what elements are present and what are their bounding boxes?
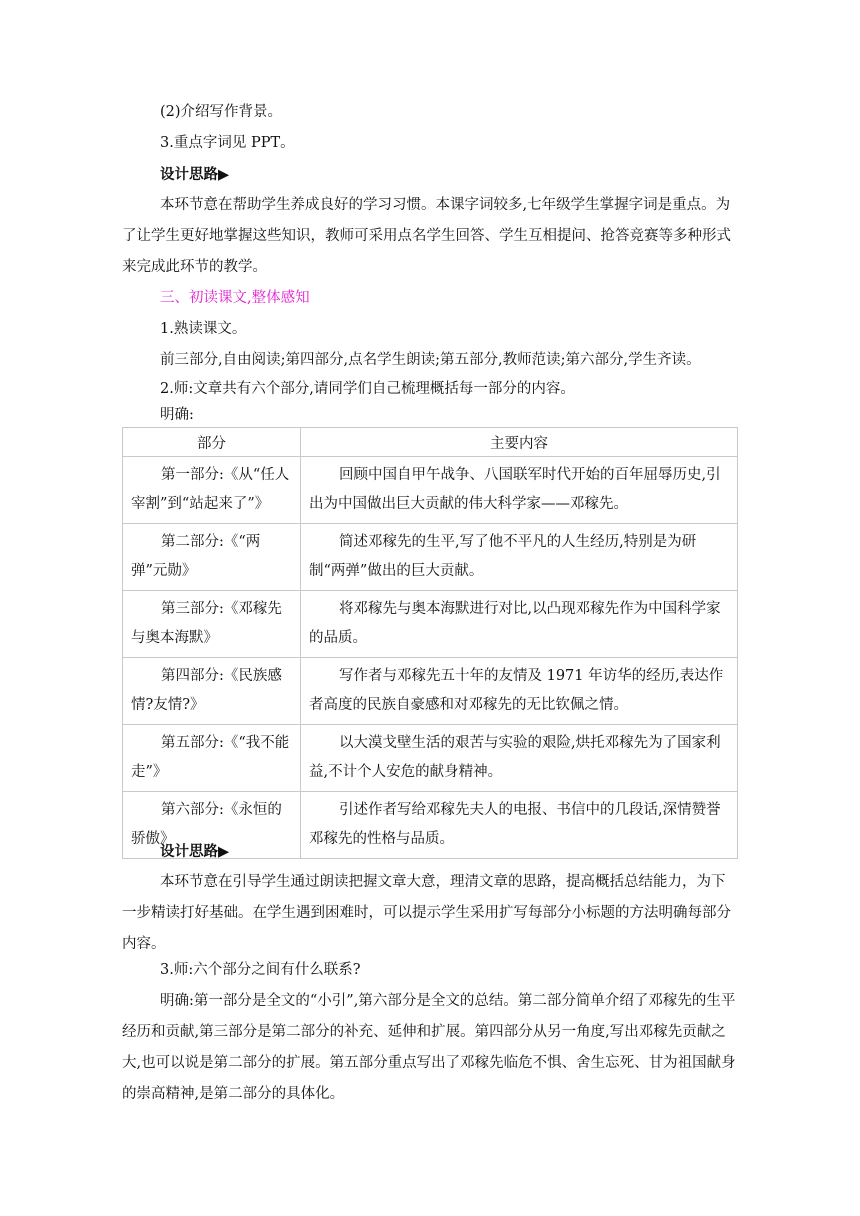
key-words-line: 3.重点字词见 PPT。 bbox=[160, 135, 295, 151]
table-row bbox=[123, 725, 738, 792]
parts-summary-table bbox=[122, 427, 738, 859]
content-cell: 简述邓稼先的生平,写了他不平凡的人生经历,特别是为研制“两弹”做出的巨大贡献。 bbox=[301, 524, 738, 591]
part-cell: 第四部分:《民族感情?友情?》 bbox=[123, 658, 301, 725]
design-idea-heading: 设计思路▶ bbox=[160, 166, 230, 183]
item-2: 2.师:文章共有六个部分,请同学们自己梳理概括每一部分的内容。 bbox=[160, 381, 575, 397]
content-cell: 将邓稼先与奥本海默进行对比,以凸现邓稼先作为中国科学家的品质。 bbox=[301, 591, 738, 658]
content-cell: 引述作者写给邓稼先夫人的电报、书信中的几段话,深情赞誉邓稼先的性格与品质。 bbox=[301, 792, 738, 859]
table-row bbox=[123, 457, 738, 524]
design-idea-paragraph: 本环节意在帮助学生养成良好的学习习惯。本课字词较多,七年级学生掌握字词是重点。为了让学生更好地掌握这些知识，教师可采用点名学生回答、学生互相提问、抢答竞赛等多种形式来完成此环节的教学。 bbox=[122, 197, 731, 275]
header-content: 主要内容 bbox=[301, 428, 738, 457]
table-row bbox=[123, 591, 738, 658]
item-3: 3.师:六个部分之间有什么联系? bbox=[160, 962, 361, 978]
design-idea-paragraph-2: 本环节意在引导学生通过朗读把握文章大意，理清文章的思路，提高概括总结能力，为下一步精读打好基础。在学生遇到困难时，可以提示学生采用扩写每部分小标题的方法明确每部分内容。 bbox=[122, 874, 731, 952]
table-header-row bbox=[123, 428, 738, 457]
content-cell: 以大漠戈壁生活的艰苦与实验的艰险,烘托邓稼先为了国家利益,不计个人安危的献身精神。 bbox=[301, 725, 738, 792]
part-cell: 第二部分:《“两弹”元勋》 bbox=[123, 524, 301, 591]
table-row bbox=[123, 524, 738, 591]
item-1-detail: 前三部分,自由阅读;第四部分,点名学生朗读;第五部分,教师范读;第六部分,学生齐读。 bbox=[160, 352, 701, 368]
content-cell: 回顾中国自甲午战争、八国联军时代开始的百年屈辱历史,引出为中国做出巨大贡献的伟大科学家——邓稼先。 bbox=[301, 457, 738, 524]
part-cell: 第三部分:《邓稼先与奥本海默》 bbox=[123, 591, 301, 658]
item-1: 1.熟读课文。 bbox=[160, 321, 247, 337]
part-cell: 第五部分:《“我不能走”》 bbox=[123, 725, 301, 792]
part-cell: 第六部分:《永恒的骄傲》 bbox=[123, 792, 301, 859]
content-cell: 写作者与邓稼先五十年的友情及 1971 年访华的经历,表达作者高度的民族自豪感和对邓稼先的无比钦佩之情。 bbox=[301, 658, 738, 725]
clarify-label: 明确: bbox=[160, 407, 194, 423]
table-row bbox=[123, 658, 738, 725]
header-part: 部分 bbox=[123, 428, 301, 457]
section-heading: 三、初读课文,整体感知 bbox=[160, 290, 310, 306]
part-cell: 第一部分:《从“任人宰割”到“站起来了”》 bbox=[123, 457, 301, 524]
clarify-paragraph: 明确:第一部分是全文的“小引”,第六部分是全文的总结。第二部分简单介绍了邓稼先的生平经历和贡献,第三部分是第二部分的补充、延伸和扩展。第四部分从另一角度,写出邓稼先贡献之大,也可以说是第二部分的扩展。第五部分重点写出了邓稼先临危不惧、舍生忘死、甘为祖国献身的崇高精神,是第二部分的具体化。 bbox=[122, 993, 736, 1102]
writing-background-line: (2)介绍写作背景。 bbox=[160, 104, 283, 120]
design-idea-heading-2: 设计思路▶ bbox=[160, 843, 230, 860]
